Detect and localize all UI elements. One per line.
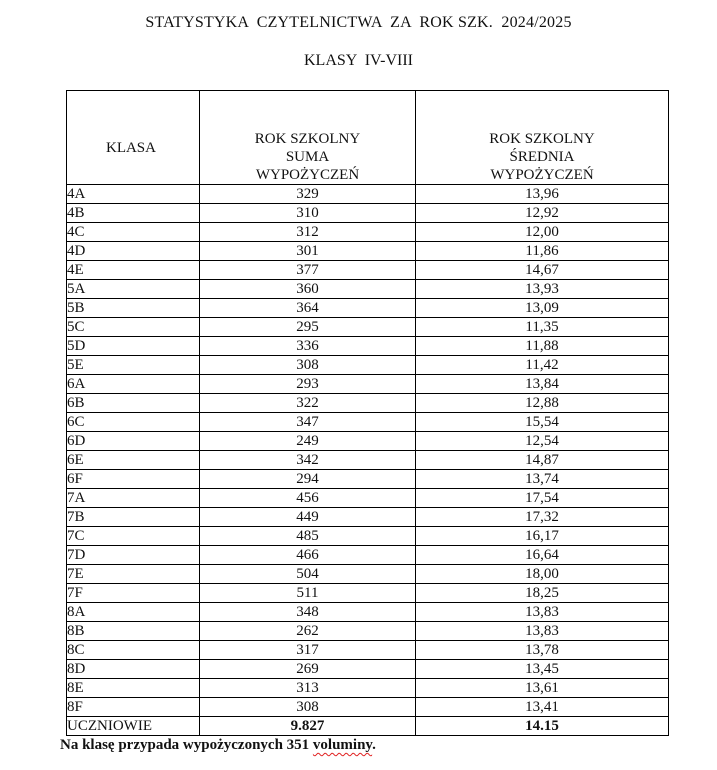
cell-klasa: 8B <box>67 622 200 641</box>
cell-srednia: 11,86 <box>416 242 669 261</box>
cell-srednia: 12,00 <box>416 223 669 242</box>
cell-srednia: 17,54 <box>416 489 669 508</box>
table-row <box>67 546 669 565</box>
cell-suma: 504 <box>200 565 416 584</box>
cell-srednia: 11,42 <box>416 356 669 375</box>
cell-suma: 294 <box>200 470 416 489</box>
cell-klasa: 6F <box>67 470 200 489</box>
table-row <box>67 318 669 337</box>
cell-srednia: 13,61 <box>416 679 669 698</box>
header-srednia-line-1: ROK SZKOLNY <box>489 131 595 147</box>
cell-klasa: 7D <box>67 546 200 565</box>
cell-klasa: 5E <box>67 356 200 375</box>
table-row <box>67 451 669 470</box>
cell-suma: 329 <box>200 185 416 204</box>
cell-srednia: 15,54 <box>416 413 669 432</box>
header-klasa: KLASA <box>67 91 200 185</box>
table-row <box>67 527 669 546</box>
cell-suma: 511 <box>200 584 416 603</box>
cell-srednia: 16,17 <box>416 527 669 546</box>
cell-srednia: 13,96 <box>416 185 669 204</box>
cell-srednia: 18,00 <box>416 565 669 584</box>
cell-srednia: 13,45 <box>416 660 669 679</box>
header-suma-line-2: SUMA <box>285 149 330 165</box>
cell-suma: 313 <box>200 679 416 698</box>
cell-klasa: 7B <box>67 508 200 527</box>
table-row <box>67 242 669 261</box>
cell-srednia: 18,25 <box>416 584 669 603</box>
table-row <box>67 204 669 223</box>
cell-klasa: 7C <box>67 527 200 546</box>
cell-klasa: 5B <box>67 299 200 318</box>
cell-suma: 312 <box>200 223 416 242</box>
cell-klasa: 6B <box>67 394 200 413</box>
cell-suma: 485 <box>200 527 416 546</box>
table-row <box>67 508 669 527</box>
cell-srednia: 11,88 <box>416 337 669 356</box>
footnote <box>60 737 376 754</box>
cell-srednia: 11,35 <box>416 318 669 337</box>
table-row <box>67 375 669 394</box>
footnote-period: . <box>372 737 376 753</box>
cell-suma: 308 <box>200 698 416 717</box>
cell-suma: 269 <box>200 660 416 679</box>
table-row <box>67 565 669 584</box>
table-row <box>67 223 669 242</box>
cell-srednia: 13,84 <box>416 375 669 394</box>
table-row <box>67 660 669 679</box>
table-row <box>67 280 669 299</box>
document-subtitle: KLASY IV-VIII <box>303 52 414 69</box>
cell-suma: 249 <box>200 432 416 451</box>
table-row <box>67 679 669 698</box>
cell-srednia: 14,67 <box>416 261 669 280</box>
cell-klasa: 5C <box>67 318 200 337</box>
cell-srednia: 12,92 <box>416 204 669 223</box>
cell-klasa: 8E <box>67 679 200 698</box>
table-row <box>67 261 669 280</box>
header-srednia <box>416 91 669 185</box>
footnote-text: Na klasę przypada wypożyczonych 351 <box>60 737 313 753</box>
footnote-misspelled-word: voluminy <box>312 737 373 753</box>
total-srednia: 14.15 <box>416 717 669 736</box>
table-header-row <box>67 91 669 185</box>
cell-suma: 322 <box>200 394 416 413</box>
cell-srednia: 12,88 <box>416 394 669 413</box>
cell-srednia: 14,87 <box>416 451 669 470</box>
cell-suma: 377 <box>200 261 416 280</box>
cell-klasa: 8D <box>67 660 200 679</box>
table-row <box>67 337 669 356</box>
cell-klasa: 5D <box>67 337 200 356</box>
cell-suma: 342 <box>200 451 416 470</box>
header-suma-line-3: WYPOŻYCZEŃ <box>255 167 360 183</box>
cell-suma: 456 <box>200 489 416 508</box>
cell-srednia: 13,74 <box>416 470 669 489</box>
cell-srednia: 13,93 <box>416 280 669 299</box>
cell-suma: 449 <box>200 508 416 527</box>
cell-klasa: 7F <box>67 584 200 603</box>
table-total-row <box>67 717 669 736</box>
table-row <box>67 356 669 375</box>
cell-suma: 336 <box>200 337 416 356</box>
table-body <box>67 185 669 736</box>
table-row <box>67 603 669 622</box>
cell-suma: 317 <box>200 641 416 660</box>
table-row <box>67 432 669 451</box>
cell-srednia: 13,09 <box>416 299 669 318</box>
header-suma-line-1: ROK SZKOLNY <box>254 131 361 147</box>
table-row <box>67 489 669 508</box>
reading-statistics-table <box>66 90 669 736</box>
cell-klasa: 4C <box>67 223 200 242</box>
table-row <box>67 185 669 204</box>
table-row <box>67 299 669 318</box>
cell-suma: 308 <box>200 356 416 375</box>
cell-klasa: 8C <box>67 641 200 660</box>
cell-suma: 295 <box>200 318 416 337</box>
cell-suma: 301 <box>200 242 416 261</box>
cell-suma: 293 <box>200 375 416 394</box>
cell-srednia: 12,54 <box>416 432 669 451</box>
header-srednia-line-2: ŚREDNIA <box>509 149 575 165</box>
cell-klasa: 6D <box>67 432 200 451</box>
cell-suma: 310 <box>200 204 416 223</box>
header-srednia-line-3: WYPOŻYCZEŃ <box>490 167 594 183</box>
cell-suma: 348 <box>200 603 416 622</box>
table-row <box>67 622 669 641</box>
table-row <box>67 470 669 489</box>
cell-klasa: 4D <box>67 242 200 261</box>
header-suma <box>200 91 416 185</box>
cell-suma: 262 <box>200 622 416 641</box>
cell-klasa: 4B <box>67 204 200 223</box>
cell-klasa: 8A <box>67 603 200 622</box>
cell-suma: 364 <box>200 299 416 318</box>
table-row <box>67 641 669 660</box>
cell-klasa: 7A <box>67 489 200 508</box>
cell-klasa: 4E <box>67 261 200 280</box>
table-row <box>67 394 669 413</box>
cell-klasa: 8F <box>67 698 200 717</box>
table-row <box>67 413 669 432</box>
cell-srednia: 13,78 <box>416 641 669 660</box>
cell-suma: 466 <box>200 546 416 565</box>
total-label: UCZNIOWIE <box>67 717 200 736</box>
cell-suma: 360 <box>200 280 416 299</box>
cell-srednia: 13,83 <box>416 622 669 641</box>
cell-srednia: 17,32 <box>416 508 669 527</box>
cell-srednia: 13,83 <box>416 603 669 622</box>
cell-klasa: 7E <box>67 565 200 584</box>
cell-klasa: 4A <box>67 185 200 204</box>
cell-klasa: 6A <box>67 375 200 394</box>
total-suma: 9.827 <box>200 717 416 736</box>
table-row <box>67 698 669 717</box>
table-row <box>67 584 669 603</box>
document-title: STATYSTYKA CZYTELNICTWA ZA ROK SZK. 2024/2025 <box>145 14 572 31</box>
cell-srednia: 13,41 <box>416 698 669 717</box>
cell-suma: 347 <box>200 413 416 432</box>
cell-klasa: 6C <box>67 413 200 432</box>
cell-srednia: 16,64 <box>416 546 669 565</box>
cell-klasa: 5A <box>67 280 200 299</box>
cell-klasa: 6E <box>67 451 200 470</box>
